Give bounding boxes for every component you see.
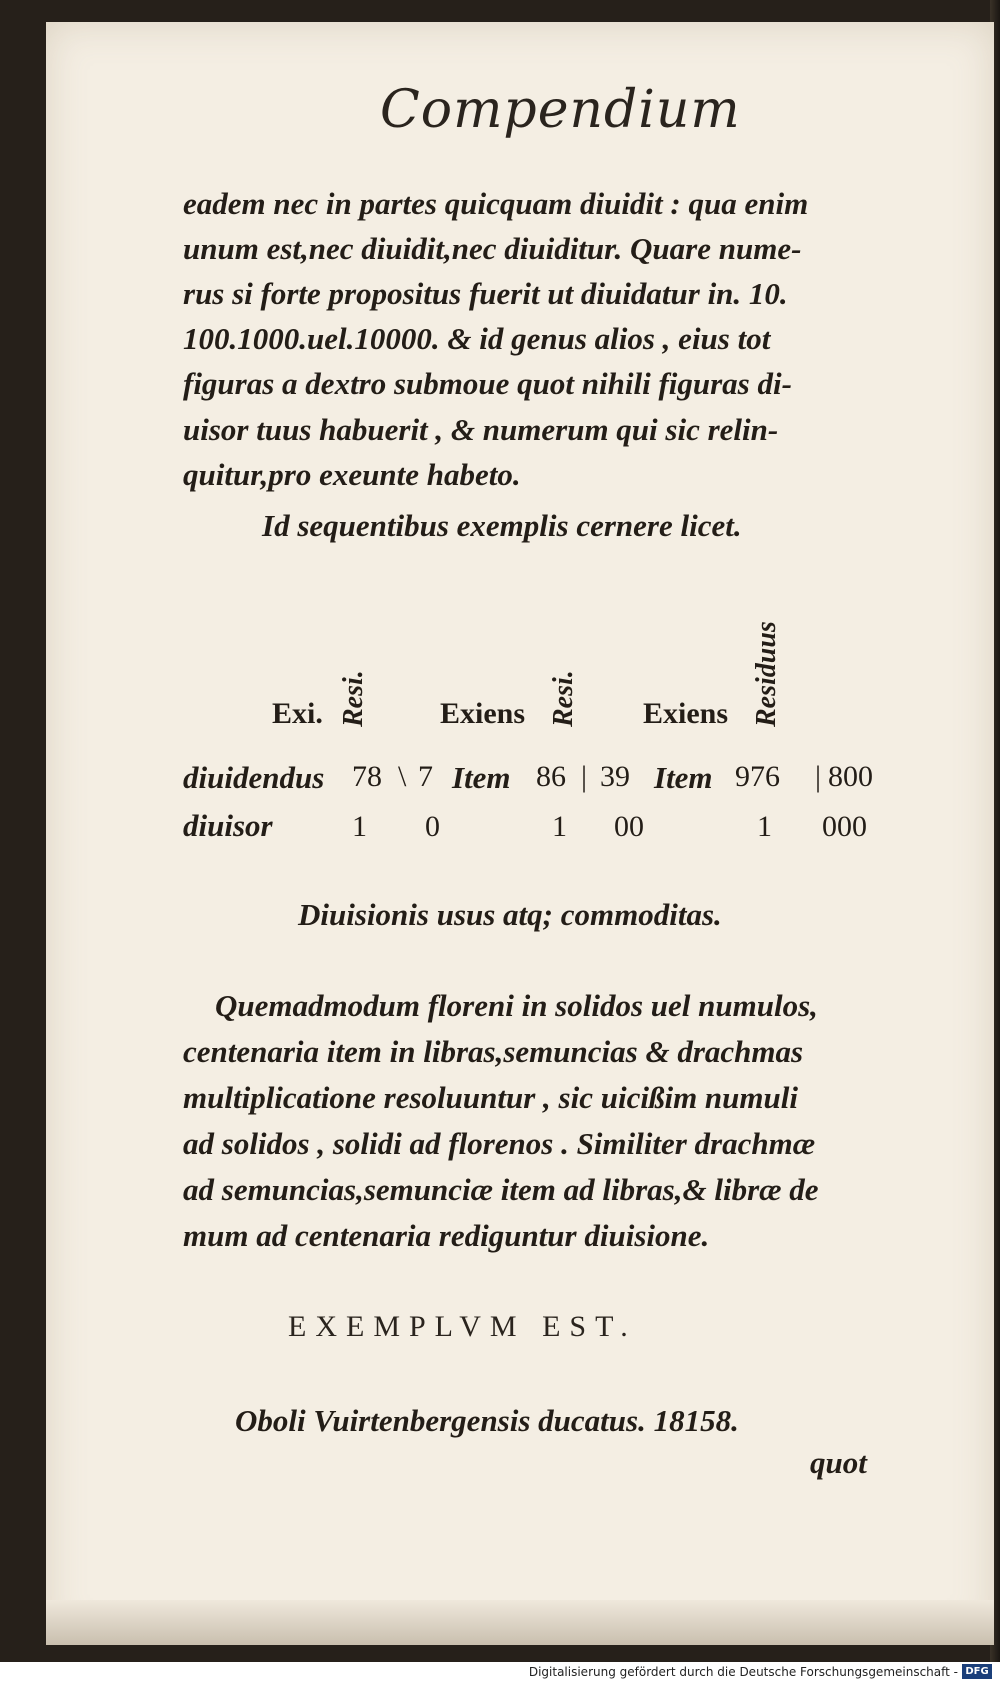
catchword: quot — [810, 1445, 867, 1480]
item-word-1: Item — [452, 760, 511, 795]
divisor-3-zeros: 000 — [822, 810, 867, 843]
text-line: centenaria item in libras,semuncias & drachmas — [183, 1034, 804, 1069]
text-line: 100.1000.uel.10000. & id genus alios , eius tot — [183, 321, 771, 356]
divisor-2-zeros: 00 — [614, 810, 644, 843]
text-line: unum est,nec diuidit,nec diuiditur. Quare nume- — [183, 231, 802, 266]
dividend-3-sep: | — [815, 760, 822, 793]
dividend-1-resid: 7 — [418, 760, 433, 793]
text-line: eadem nec in partes quicquam diuidit : qua enim — [183, 186, 809, 221]
text-line: uisor tuus habuerit , & numerum qui sic relin- — [183, 412, 779, 447]
dividend-3-resid: 800 — [828, 760, 873, 793]
text-line: quitur,pro exeunte habeto. — [183, 457, 521, 492]
column-header-2-rotated: Resi. — [548, 670, 579, 727]
page-bottom-edge — [46, 1600, 994, 1645]
text-line: figuras a dextro submoue quot nihili figuras di- — [183, 366, 792, 401]
column-header-3-rotated: Residuus — [751, 621, 782, 727]
text-line: multiplicatione resoluuntur , sic uicißim numuli — [183, 1080, 798, 1115]
dividend-3-exiens: 976 — [735, 760, 780, 793]
footer-credit: Digitalisierung gefördert durch die Deutsche Forschungsgemeinschaft - — [528, 1665, 958, 1679]
column-header-1: Exi. — [272, 697, 323, 730]
column-header-1-rotated: Resi. — [338, 670, 369, 727]
section-heading: Diuisionis usus atq; commoditas. — [298, 897, 722, 932]
row-label-dividend: diuidendus — [183, 760, 325, 795]
divisor-2-one: 1 — [552, 810, 567, 843]
text-line: Quemadmodum floreni in solidos uel numulos, — [215, 988, 818, 1023]
example-intro: Id sequentibus exemplis cernere licet. — [262, 508, 742, 543]
divisor-3-one: 1 — [757, 810, 772, 843]
row-label-divisor: diuisor — [183, 808, 273, 843]
text-line: rus si forte propositus fuerit ut diuidatur in. 10. — [183, 276, 788, 311]
dividend-2-sep: | — [581, 760, 588, 793]
text-line: ad solidos , solidi ad florenos . Similiter drachmæ — [183, 1126, 816, 1161]
divisor-1-zeros: 0 — [425, 810, 440, 843]
column-header-2: Exiens — [440, 697, 526, 730]
dividend-2-resid: 39 — [600, 760, 630, 793]
item-word-2: Item — [654, 760, 713, 795]
dividend-1-sep: \ — [398, 760, 407, 793]
running-header: Compendium — [380, 80, 741, 140]
example-line: Oboli Vuirtenbergensis ducatus. 18158. — [235, 1403, 739, 1438]
dfg-logo-icon: DFG — [962, 1664, 992, 1679]
dividend-2-exiens: 86 — [536, 760, 566, 793]
exemplum-heading: EXEMPLVM EST. — [288, 1310, 637, 1343]
text-line: ad semuncias,semunciæ item ad libras,& libræ de — [183, 1172, 819, 1207]
dividend-1-exiens: 78 — [352, 760, 382, 793]
column-header-3: Exiens — [643, 697, 729, 730]
divisor-1-one: 1 — [352, 810, 367, 843]
text-line: mum ad centenaria rediguntur diuisione. — [183, 1218, 710, 1253]
